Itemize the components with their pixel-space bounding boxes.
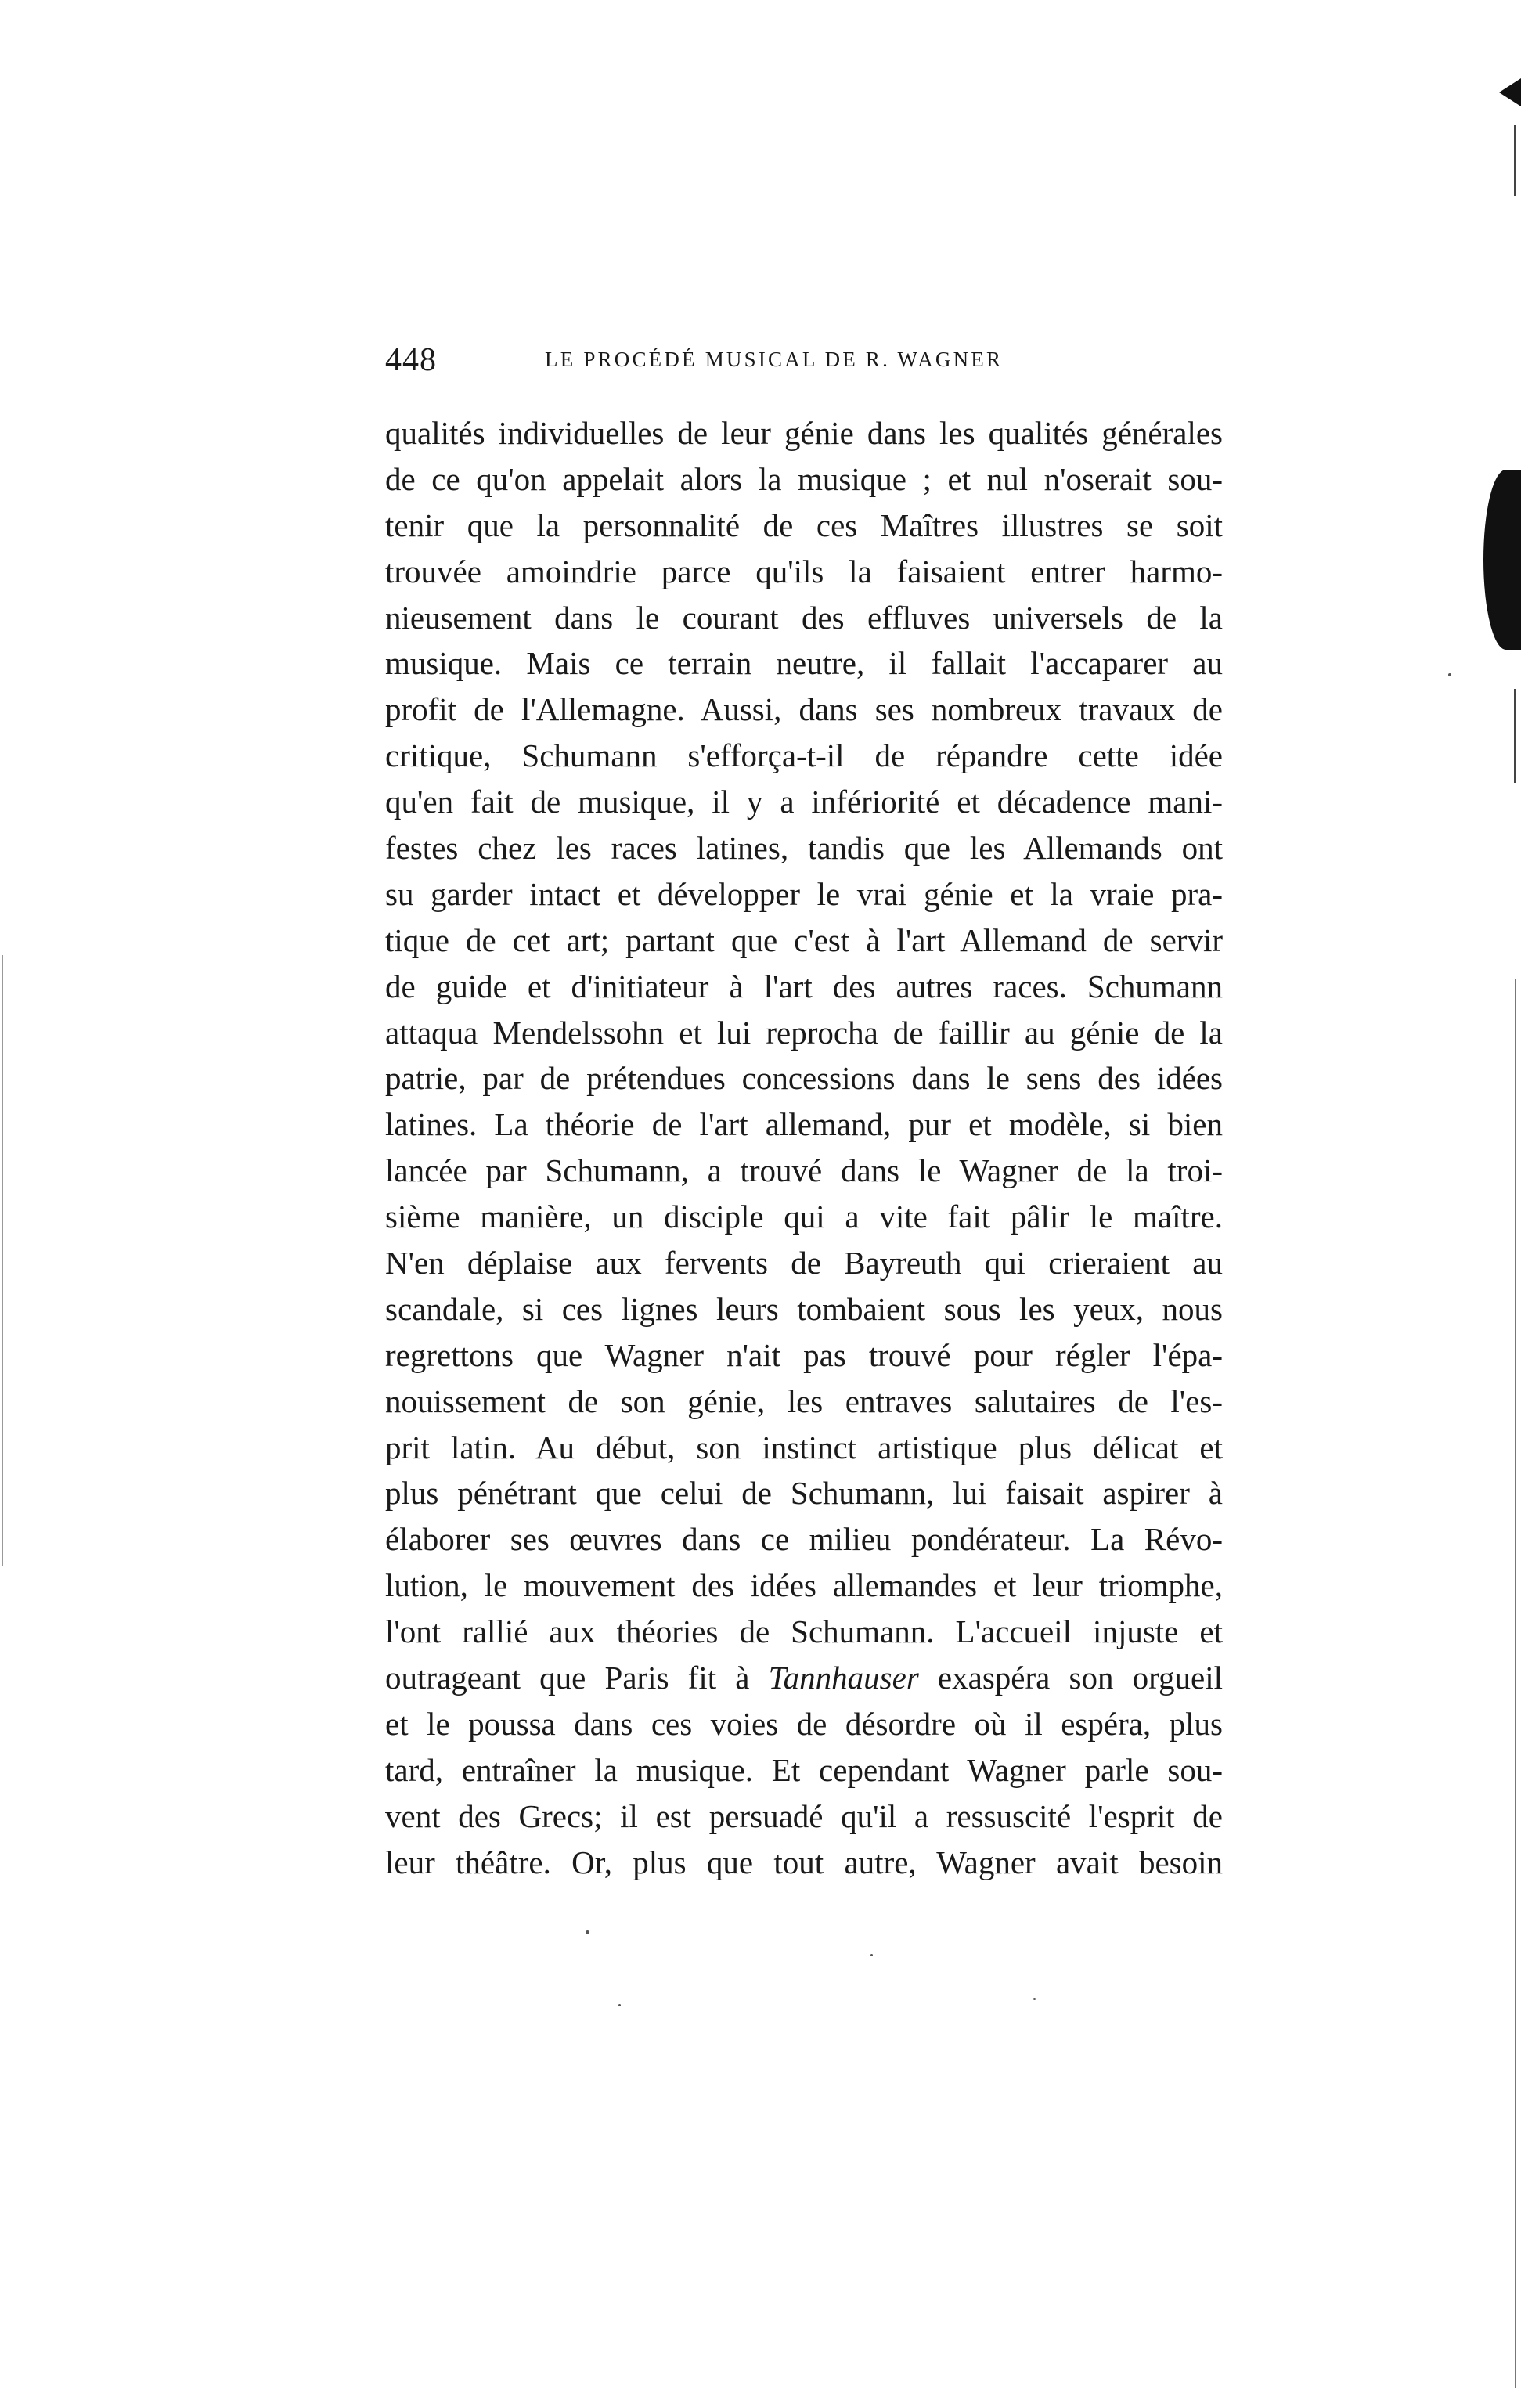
scan-speck <box>1448 673 1451 676</box>
text-line: et le poussa dans ces voies de désordre où il espéra, plus <box>385 1705 1223 1742</box>
scan-speck <box>870 1954 873 1956</box>
text-line: tard, entraîner la musique. Et cependant Wagner parle sou- <box>385 1751 1223 1788</box>
text-line: de ce qu'on appelait alors la musique ; et nul n'oserait sou- <box>385 460 1223 497</box>
running-title: LE PROCÉDÉ MUSICAL DE R. WAGNER <box>545 348 1004 371</box>
text-line: tenir que la personnalité de ces Maîtres illustres se soit <box>385 506 1223 543</box>
text-segment: exaspéra son orgueil <box>918 1660 1223 1696</box>
text-line: latines. La théorie de l'art allemand, pur et modèle, si bien <box>385 1106 1223 1143</box>
text-line: su garder intact et développer le vrai génie et la vraie pra- <box>385 875 1223 912</box>
scan-speck <box>1033 1998 1036 2000</box>
text-line: vent des Grecs; il est persuadé qu'il a ressuscité l'esprit de <box>385 1797 1223 1834</box>
text-line: critique, Schumann s'efforça-t-il de répandre cette idée <box>385 737 1223 774</box>
text-line: sième manière, un disciple qui a vite fait pâlir le maître. <box>385 1199 1223 1235</box>
text-line: qualités individuelles de leur génie dans les qualités générales <box>385 415 1223 451</box>
text-line: qu'en fait de musique, il y a infériorité et décadence mani- <box>385 784 1223 820</box>
text-line: de guide et d'initiateur à l'art des autres races. Schumann <box>385 968 1223 1004</box>
text-line: nieusement dans le courant des effluves universels de la <box>385 599 1223 636</box>
text-line: nouissement de son génie, les entraves salutaires de l'es- <box>385 1382 1223 1419</box>
scan-left-line <box>2 955 3 1566</box>
text-line: regrettons que Wagner n'ait pas trouvé pour régler l'épa- <box>385 1336 1223 1373</box>
text-line: lution, le mouvement des idées allemandes et leur triomphe, <box>385 1567 1223 1604</box>
scan-edge-arrow <box>1499 78 1521 106</box>
scan-edge-line <box>1515 979 1516 2388</box>
text-line: trouvée amoindrie parce qu'ils la faisaient entrer harmo- <box>385 553 1223 589</box>
italic-title: Tannhauser <box>768 1660 919 1696</box>
text-line: leur théâtre. Or, plus que tout autre, Wagner avait besoin <box>385 1844 1223 1880</box>
running-header <box>385 341 1238 388</box>
text-line: tique de cet art; partant que c'est à l'art Allemand de servir <box>385 921 1223 958</box>
text-line: attaqua Mendelssohn et lui reprocha de faillir au génie de la <box>385 1014 1223 1051</box>
text-line: festes chez les races latines, tandis que les Allemands ont <box>385 830 1223 867</box>
scan-edge-line <box>1514 689 1516 783</box>
text-line-tannhauser <box>385 1655 1223 1701</box>
page-number: 448 <box>385 342 437 378</box>
body-text <box>385 410 1223 1886</box>
scan-speck <box>618 2004 621 2006</box>
text-line: musique. Mais ce terrain neutre, il fallait l'accaparer au <box>385 645 1223 682</box>
text-line: l'ont rallié aux théories de Schumann. L'accueil injuste et <box>385 1613 1223 1650</box>
text-line: N'en déplaise aux fervents de Bayreuth qui crieraient au <box>385 1245 1223 1282</box>
text-line: lancée par Schumann, a trouvé dans le Wagner de la troi- <box>385 1152 1223 1189</box>
text-line: scandale, si ces lignes leurs tombaient sous les yeux, nous <box>385 1290 1223 1327</box>
text-line: patrie, par de prétendues concessions dans le sens des idées <box>385 1060 1223 1097</box>
text-segment: outrageant que Paris fit à <box>385 1660 769 1696</box>
scan-edge-blot <box>1483 470 1521 650</box>
scan-edge-line <box>1514 125 1516 196</box>
text-line: profit de l'Allemagne. Aussi, dans ses nombreux travaux de <box>385 691 1223 728</box>
text-line: plus pénétrant que celui de Schumann, lui faisait aspirer à <box>385 1475 1223 1512</box>
scan-speck <box>586 1930 589 1934</box>
text-line: élaborer ses œuvres dans ce milieu pondérateur. La Révo- <box>385 1521 1223 1558</box>
text-line: prit latin. Au début, son instinct artistique plus délicat et <box>385 1429 1223 1465</box>
